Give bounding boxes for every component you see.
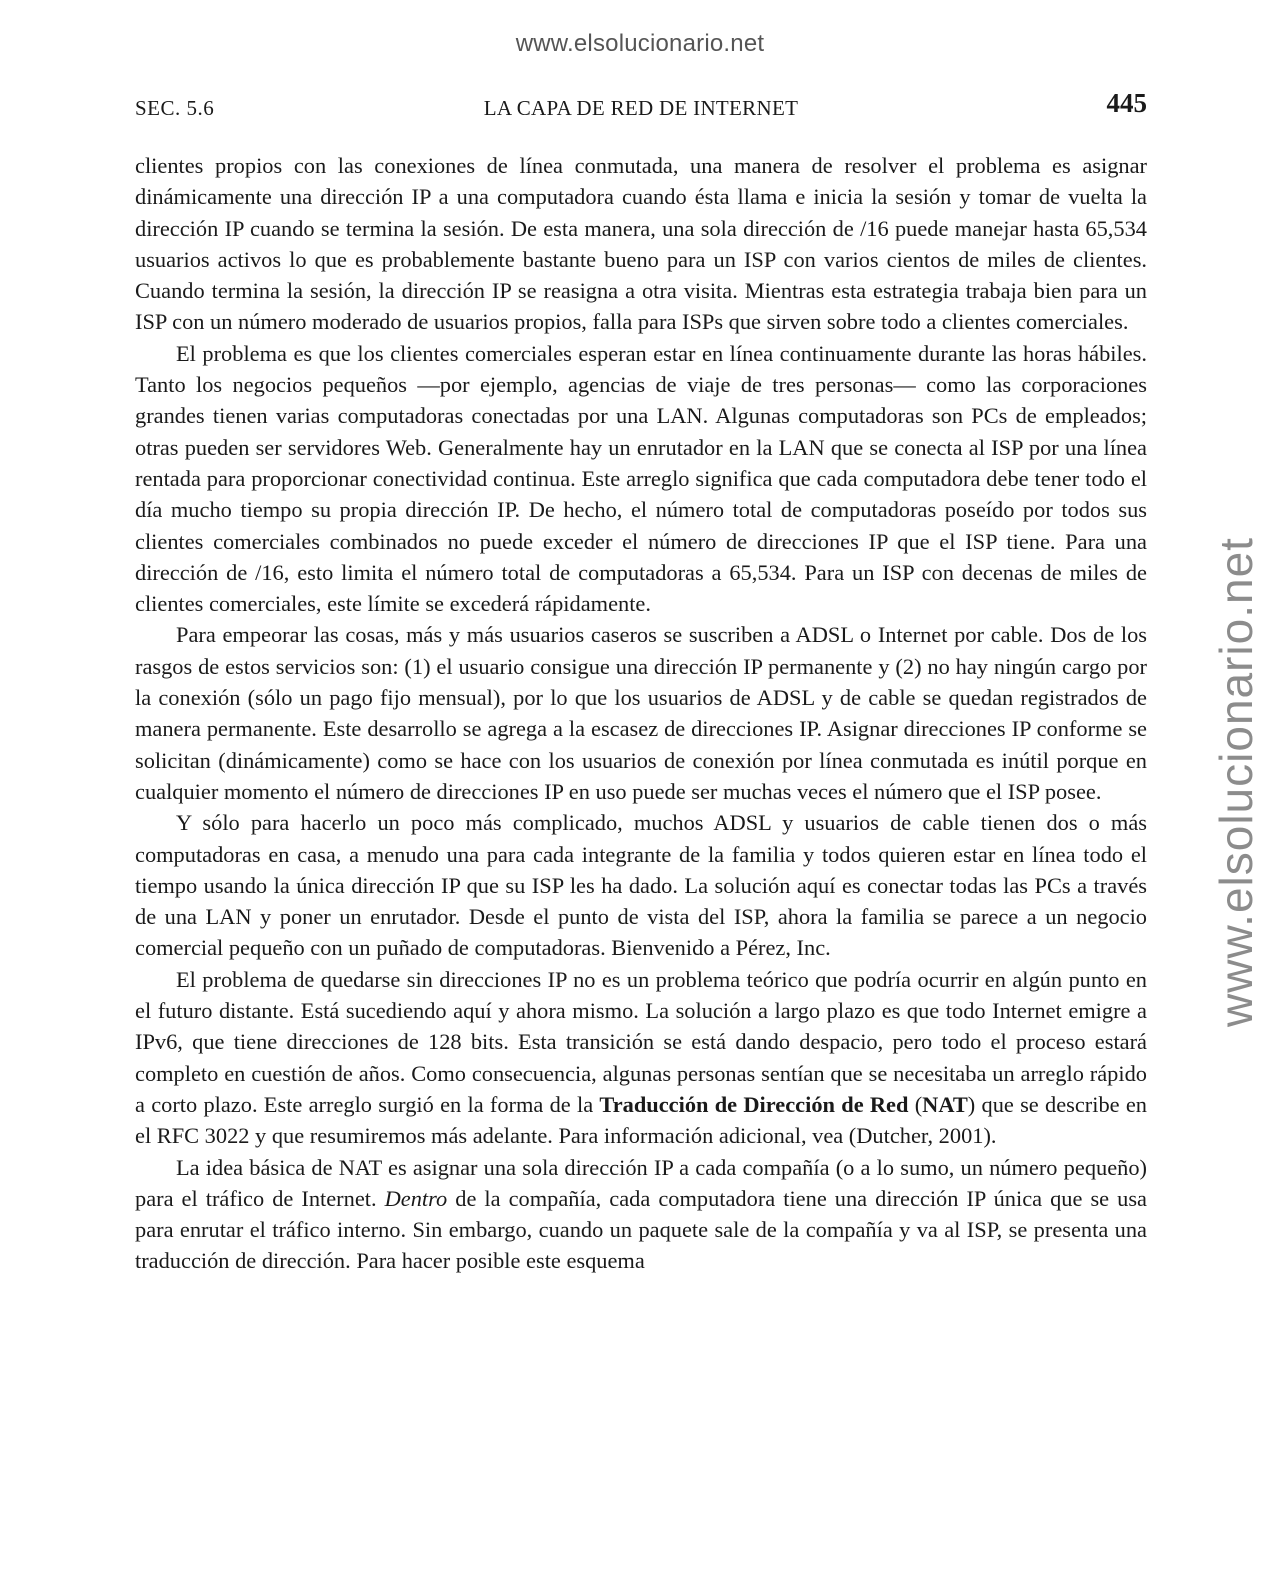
paragraph-6-text-b: de la compañía, cada computadora tiene una dirección IP única que se usa para enrutar el tráfico interno. Sin embargo, cuando un paquete sale de la compañía y va al ISP, se presenta una traducción de dirección. Para hacer posible este esquema [135,1185,1147,1274]
paragraph-4: Y sólo para hacerlo un poco más complicado, muchos ADSL y usuarios de cable tienen dos o más computadoras en casa, a menudo una para cada integrante de la familia y todos quieren estar en línea todo el tiempo usando la única dirección IP que su ISP les ha dado. La solución aquí es conectar todas las PCs a través de una LAN y poner un enrutador. Desde el punto de vista del ISP, ahora la familia se parece a un negocio comercial pequeño con un puñado de computadoras. Bienvenido a Pérez, Inc. [135,810,1147,961]
term-nat-acronym: NAT [922,1091,968,1117]
running-header [135,88,1147,128]
watermark-top: www.elsolucionario.net [515,30,765,57]
paragraph-1: clientes propios con las conexiones de línea conmutada, una manera de resolver el problema es asignar dinámicamente una dirección IP a una computadora cuando ésta llama e inicia la sesión y tomar de vuelta la dirección IP cuando se termina la sesión. De esta manera, una sola dirección de /16 puede manejar hasta 65,534 usuarios activos lo que es probablemente bastante bueno para un ISP con varios cientos de miles de clientes. Cuando termina la sesión, la dirección IP se reasigna a otra visita. Mientras esta estrategia trabaja bien para un ISP con un número moderado de usuarios propios, falla para ISPs que sirven sobre todo a clientes comerciales. [135,153,1147,335]
paragraph-5-text-a: El problema de quedarse sin direcciones IP no es un problema teórico que podría ocurrir en algún punto en el futuro distante. Está sucediendo aquí y ahora mismo. La solución a largo plazo es que todo Internet emigre a IPv6, que tiene direcciones de 128 bits. Esta transición se está dando despacio, pero todo el proceso estará completo en cuestión de años. Como consecuencia, algunas personas sentían que se necesitaba un arreglo rápido a corto plazo. Este arreglo surgió en la forma de la [135,966,1147,1117]
emphasis-dentro: Dentro [384,1185,448,1211]
term-nat-full: Traducción de Dirección de Red [599,1091,909,1117]
chapter-title: LA CAPA DE RED DE INTERNET [483,96,799,120]
section-label: SEC. 5.6 [135,96,215,120]
paragraph-5-text-c: ) que se describe en el RFC 3022 y que resumiremos más adelante. Para información adicional, vea (Dutcher, 2001). [135,1091,1147,1149]
page-number: 445 [1106,88,1147,118]
watermark-side-text: www.elsolucionario.net [1210,537,1262,1027]
paragraph-6 [135,1152,1147,1277]
paragraph-5-text-b: ( [908,1091,923,1117]
paragraph-6-text-a: La idea básica de NAT es asignar una sola dirección IP a cada compañía (o a lo sumo, un número pequeño) para el tráfico de Internet. [135,1154,1147,1211]
body-text [135,150,1147,1277]
paragraph-5 [135,964,1147,1152]
paragraph-3: Para empeorar las cosas, más y más usuarios caseros se suscriben a ADSL o Internet por cable. Dos de los rasgos de estos servicios son: (1) el usuario consigue una dirección IP permanente y (2) no hay ningún cargo por la conexión (sólo un pago fijo mensual), por lo que los usuarios de ADSL y de cable se quedan registrados de manera permanente. Este desarrollo se agrega a la escasez de direcciones IP. Asignar direcciones IP conforme se solicitan (dinámicamente) como se hace con los usuarios de conexión por línea conmutada es inútil porque en cualquier momento el número de direcciones IP en uso puede ser muchas veces el número que el ISP posee. [135,622,1147,804]
paragraph-2: El problema es que los clientes comerciales esperan estar en línea continuamente durante las horas hábiles. Tanto los negocios pequeños —por ejemplo, agencias de viaje de tres personas— como las corporaciones grandes tienen varias computadoras conectadas por una LAN. Algunas computadoras son PCs de empleados; otras pueden ser servidores Web. Generalmente hay un enrutador en la LAN que se conecta al ISP por una línea rentada para proporcionar conectividad continua. Este arreglo significa que cada computadora debe tener todo el día mucho tiempo su propia dirección IP. De hecho, el número total de computadoras poseído por todos sus clientes comerciales combinados no puede exceder el número de direcciones IP que el ISP tiene. Para una dirección de /16, esto limita el número total de computadoras a 65,534. Para un ISP con decenas de miles de clientes comerciales, este límite se excederá rápidamente. [135,340,1147,617]
